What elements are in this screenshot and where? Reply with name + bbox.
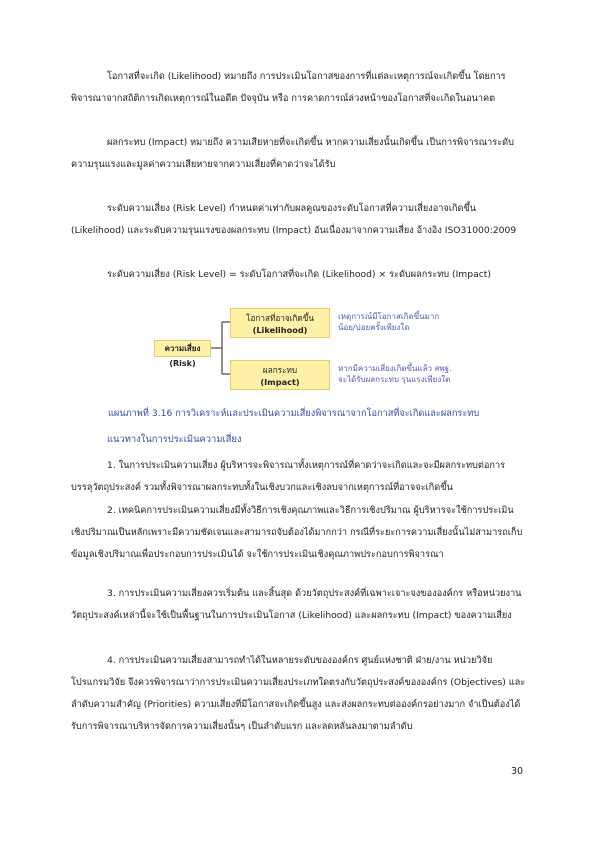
list-item-2: 2. เทคนิคการประเมินความเสี่ยงมีทั้งวิธีการเชิงคุณภาพและวิธีการเชิงปริมาณ ผู้บริหารจะใช้การประเมินเชิงปริมาณเป็นหลักเพราะมีความชัดเจนและสามารถจับต้องได้มากกว่า กรณีที่ระยะการความเสี่ยงนั้นไม่สามารถเก็บข้อมูลเชิงปริมาณเพื่อประกอบการประเมินได้ จะใช้การประเมินเชิงคุณภาพประกอบการพิจารณา [71,505,523,560]
likelihood-note: เหตุการณ์มีโอกาสเกิดขึ้นมาก น้อย/บ่อยครั้งเพียงใด [338,312,440,332]
paragraph-risk-level: ระดับความเสี่ยง (Risk Level) กำหนดค่าเท่ากับผลคูณของระดับโอกาสที่ความเสี่ยงอาจเกิดขึ้น (Likelihood) และระดับความรุนแรงของผลกระทบ (Impact) อันเนื่องมาจากความเสี่ยง อ้างอิง ISO31000:2009 [71,203,517,236]
risk-box-label: ความเสี่ยง (Risk) [164,344,201,368]
figure-caption: แผนภาพที่ 3.16 การวิเคราะห์และประเมินความเสี่ยงพิจารณาจากโอกาสที่จะเกิดและผลกระทบ [108,408,480,419]
section-heading: แนวทางในการประเมินความเสี่ยง [107,434,242,445]
impact-box [230,360,330,390]
paragraph-impact: ผลกระทบ (Impact) หมายถึง ความเสียหายที่จะเกิดขึ้น หากความเสี่ยงนั้นเกิดขึ้น เป็นการพิจารณาระดับความรุนแรงและมูลค่าความเสียหายจากความเสี่ยงที่คาดว่าจะได้รับ [71,137,514,170]
paragraph-likelihood: โอกาสที่จะเกิด (Likelihood) หมายถึง การประเมินโอกาสของการที่แต่ละเหตุการณ์จะเกิดขึ้น โดยการพิจารณาจากสถิติการเกิดเหตุการณ์ในอดีต ปัจจุบัน หรือ การคาดการณ์ล่วงหน้าของโอกาสที่จะเกิดในอนาคต [71,71,506,104]
page-number: 30 [511,766,524,777]
list-item-4: 4. การประเมินความเสี่ยงสามารถทำได้ในหลายระดับขององค์กร ศูนย์แห่งชาติ ฝ่าย/งาน หน่วยวิจัย โปรแกรมวิจัย จึงควรพิจารณาว่าการประเมินความเสี่ยงประเภทใดตรงกับวัตถุประสงค์ขององค์กร (Objectives) และลำดับความสำคัญ (Priorities) ความเสี่ยงที่มีโอกาสจะเกิดขึ้นสูง และส่งผลกระทบต่อองค์กรอย่างมาก จำเป็นต้องได้รับการพิจารณาบริหารจัดการความเสี่ยงนั้นๆ เป็นลำดับแรก และลดหลั่นลงมาตามลำดับ [71,655,526,732]
likelihood-box-thai: โอกาสที่อาจเกิดขึ้น [246,313,314,323]
impact-box-thai: ผลกระทบ [262,365,298,375]
list-item-3: 3. การประเมินความเสี่ยงควรเริ่มต้น และสิ้นสุด ด้วยวัตถุประสงค์ที่เฉพาะเจาะจงขององค์กร หรือหน่วยงาน วัตถุประสงค์เหล่านี้จะใช้เป็นพื้นฐานในการประเมินโอกาส (Likelihood) และผลกระทบ (Impact) ของความเสี่ยง [71,588,522,621]
risk-box [154,340,211,368]
list-item-1: 1. ในการประเมินความเสี่ยง ผู้บริหารจะพิจารณาทั้งเหตุการณ์ที่คาดว่าจะเกิดและจะมีผลกระทบต่อการบรรลุวัตถุประสงค์ รวมทั้งพิจารณาผลกระทบทั้งในเชิงบวกและเชิงลบจากเหตุการณ์ที่อาจจะเกิดขึ้น [71,460,506,493]
likelihood-box-english: (Likelihood) [252,325,308,335]
impact-note: หากมีความเสี่ยงเกิดขึ้นแล้ว สพฐ. จะได้รับผลกระทบ รุนแรงเพียงใด [338,364,452,384]
paragraph-formula: ระดับความเสี่ยง (Risk Level) = ระดับโอกาสที่จะเกิด (Likelihood) × ระดับผลกระทบ (Impact) [107,269,491,280]
likelihood-box [230,308,330,338]
impact-box-english: (Impact) [260,377,300,387]
